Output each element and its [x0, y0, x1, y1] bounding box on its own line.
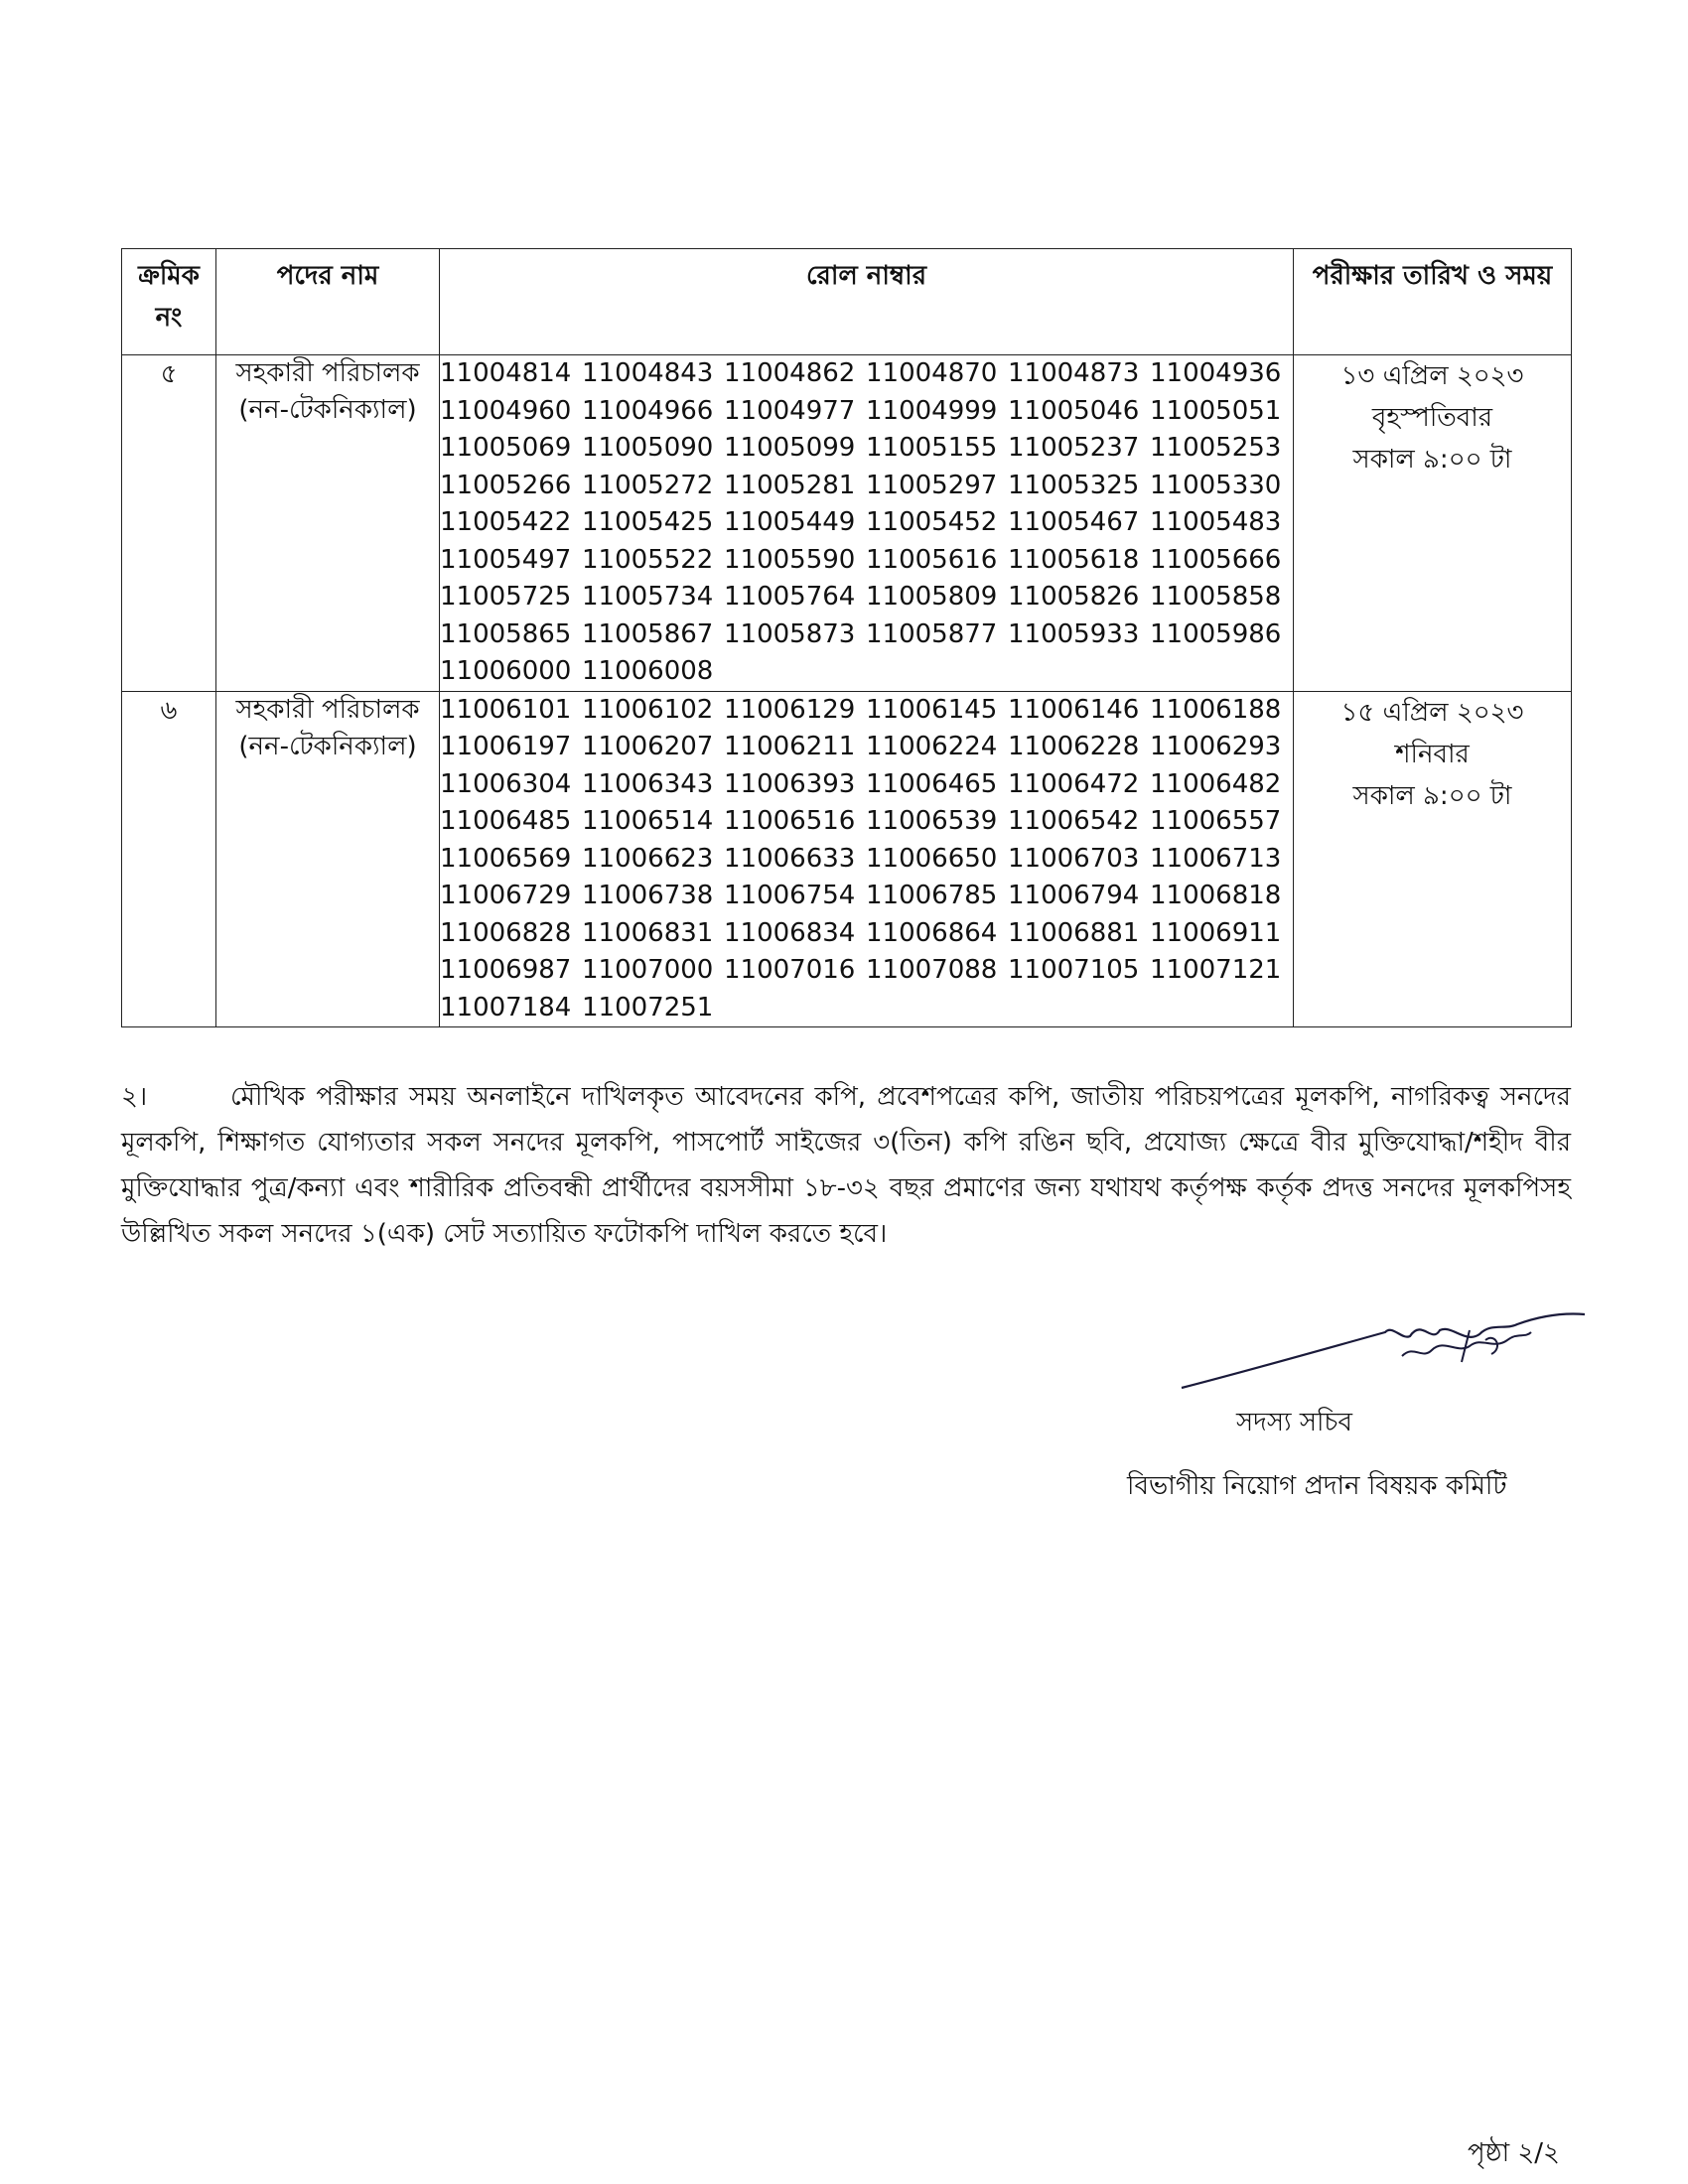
roll-number: 11006188 — [1150, 694, 1282, 725]
roll-number: 11005867 — [582, 618, 714, 649]
roll-number: 11004936 — [1150, 358, 1282, 388]
roll-number: 11005467 — [1008, 507, 1140, 537]
roll-table — [121, 248, 1572, 1027]
roll-number: 11006129 — [724, 694, 856, 725]
roll-number: 11005425 — [582, 507, 714, 537]
roll-number: 11005266 — [440, 470, 572, 500]
table-header-row — [122, 249, 1572, 355]
roll-number: 11006738 — [582, 881, 714, 910]
roll-number: 11005666 — [1150, 544, 1282, 575]
roll-number: 11006834 — [724, 917, 856, 948]
roll-number: 11006465 — [866, 768, 998, 799]
roll-number: 11007121 — [1150, 955, 1282, 985]
roll-number: 11005725 — [440, 582, 572, 612]
roll-number: 11007105 — [1008, 955, 1140, 985]
roll-number: 11006224 — [866, 732, 998, 761]
roll-number: 11007000 — [582, 955, 714, 985]
roll-number-list — [440, 692, 1293, 1027]
roll-number: 11005449 — [724, 507, 856, 537]
roll-number: 11007251 — [582, 992, 714, 1023]
roll-number: 11006818 — [1150, 881, 1282, 910]
roll-number: 11006703 — [1008, 843, 1140, 874]
roll-number: 11004960 — [440, 395, 572, 426]
roll-number: 11004843 — [582, 358, 714, 388]
post-name-line: (নন-টেকনিক্যাল) — [238, 395, 417, 425]
signature-scribble — [1172, 1310, 1589, 1400]
note-number: ২। — [121, 1082, 148, 1112]
schedule-cell — [1294, 691, 1572, 1027]
roll-number: 11005325 — [1008, 470, 1140, 500]
roll-number: 11006393 — [724, 768, 856, 799]
roll-number: 11006008 — [582, 656, 714, 686]
roll-number: 11006623 — [582, 843, 714, 874]
roll-number: 11006881 — [1008, 917, 1140, 948]
table-row — [122, 691, 1572, 1027]
roll-number: 11005826 — [1008, 582, 1140, 612]
roll-number: 11005986 — [1150, 618, 1282, 649]
post-cell — [216, 691, 440, 1027]
roll-number: 11006293 — [1150, 732, 1282, 761]
exam-day: বৃহস্পতিবার — [1371, 403, 1493, 433]
note-text: মৌখিক পরীক্ষার সময় অনলাইনে দাখিলকৃত আবেদনের কপি, প্রবেশপত্রের কপি, জাতীয় পরিচয়পত্রের মূলকপি, নাগরিকত্ব সনদের মূলকপি, শিক্ষাগত যোগ্যতার সকল সনদের মূলকপি, পাসপোর্ট সাইজের ৩(তিন) কপি রঙিন ছবি, প্রযোজ্য ক্ষেত্রে বীর মুক্তিযোদ্ধা/শহীদ বীর মুক্তিযোদ্ধার পুত্র/কন্যা এবং শারীরিক প্রতিবন্ধী প্রার্থীদের বয়সসীমা ১৮-৩২ বছর প্রমাণের জন্য যথাযথ কর্তৃপক্ষ কর্তৃক প্রদত্ত সনদের মূলকপিসহ উল্লিখিত সকল সনদের ১(এক) সেট সত্যায়িত ফটোকপি দাখিল করতে হবে। — [121, 1082, 1571, 1249]
header-serial: ক্রমিক নং — [122, 249, 216, 355]
roll-number: 11004977 — [724, 395, 856, 426]
roll-number: 11006785 — [866, 881, 998, 910]
roll-number: 11006304 — [440, 768, 572, 799]
roll-number: 11005616 — [866, 544, 998, 575]
instruction-note — [121, 1074, 1571, 1257]
roll-number: 11005051 — [1150, 395, 1282, 426]
exam-day: শনিবার — [1395, 739, 1470, 769]
roll-number: 11006633 — [724, 843, 856, 874]
signatory-title: সদস্য সচিব — [1236, 1408, 1352, 1437]
roll-number: 11006146 — [1008, 694, 1140, 725]
roll-number: 11006516 — [724, 806, 856, 836]
roll-number: 11005933 — [1008, 618, 1140, 649]
roll-number: 11005422 — [440, 507, 572, 537]
roll-number: 11005873 — [724, 618, 856, 649]
roll-number: 11005858 — [1150, 582, 1282, 612]
table-row — [122, 355, 1572, 692]
roll-number: 11006754 — [724, 881, 856, 910]
post-name-line: সহকারী পরিচালক — [235, 694, 420, 725]
page-number: পৃষ্ঠা ২/২ — [1468, 2138, 1560, 2168]
serial-cell: ৫ — [122, 355, 216, 692]
roll-number: 11007016 — [724, 955, 856, 985]
roll-number: 11005483 — [1150, 507, 1282, 537]
header-schedule: পরীক্ষার তারিখ ও সময় — [1294, 249, 1572, 355]
committee-name: বিভাগীয় নিয়োগ প্রদান বিষয়ক কমিটি — [1127, 1471, 1507, 1501]
roll-number: 11005865 — [440, 618, 572, 649]
roll-number: 11005281 — [724, 470, 856, 500]
exam-time: সকাল ৯:০০ টা — [1352, 445, 1512, 475]
roll-number: 11006987 — [440, 955, 572, 985]
roll-number: 11005734 — [582, 582, 714, 612]
roll-number: 11005099 — [724, 433, 856, 463]
roll-number: 11006729 — [440, 881, 572, 910]
roll-number-list — [440, 355, 1293, 691]
signature — [1172, 1310, 1589, 1400]
roll-number: 11005809 — [866, 582, 998, 612]
roll-number: 11005069 — [440, 433, 572, 463]
exam-time: সকাল ৯:০০ টা — [1352, 780, 1512, 811]
post-name-line: সহকারী পরিচালক — [235, 358, 420, 388]
header-post: পদের নাম — [216, 249, 440, 355]
roll-number: 11006650 — [866, 843, 998, 874]
post-cell — [216, 355, 440, 692]
roll-number: 11006101 — [440, 694, 572, 725]
roll-number: 11006145 — [866, 694, 998, 725]
post-name-line: (নন-টেকনিক্যাল) — [238, 731, 417, 761]
roll-number: 11005090 — [582, 433, 714, 463]
roll-number: 11006569 — [440, 843, 572, 874]
roll-number: 11006539 — [866, 806, 998, 836]
roll-number: 11006831 — [582, 917, 714, 948]
roll-number: 11005046 — [1008, 395, 1140, 426]
roll-number: 11005297 — [866, 470, 998, 500]
roll-number: 11005877 — [866, 618, 998, 649]
roll-number: 11006228 — [1008, 732, 1140, 761]
roll-number: 11006102 — [582, 694, 714, 725]
roll-number: 11005764 — [724, 582, 856, 612]
roll-number: 11004814 — [440, 358, 572, 388]
roll-number: 11007088 — [866, 955, 998, 985]
roll-number: 11005272 — [582, 470, 714, 500]
roll-number: 11006864 — [866, 917, 998, 948]
roll-number: 11006557 — [1150, 806, 1282, 836]
roll-number: 11006794 — [1008, 881, 1140, 910]
roll-number: 11006207 — [582, 732, 714, 761]
roll-number: 11006000 — [440, 656, 572, 686]
roll-number: 11006828 — [440, 917, 572, 948]
serial-cell: ৬ — [122, 691, 216, 1027]
roll-number: 11005237 — [1008, 433, 1140, 463]
roll-number: 11005452 — [866, 507, 998, 537]
roll-number: 11006472 — [1008, 768, 1140, 799]
roll-number: 11005522 — [582, 544, 714, 575]
header-roll: রোল নাম্বার — [440, 249, 1294, 355]
roll-number: 11004873 — [1008, 358, 1140, 388]
roll-numbers-cell — [440, 691, 1294, 1027]
roll-number: 11004870 — [866, 358, 998, 388]
roll-number: 11006911 — [1150, 917, 1282, 948]
roll-number: 11006343 — [582, 768, 714, 799]
roll-number: 11004999 — [866, 395, 998, 426]
roll-number: 11004862 — [724, 358, 856, 388]
roll-number: 11005497 — [440, 544, 572, 575]
roll-number: 11006211 — [724, 732, 856, 761]
roll-number: 11006482 — [1150, 768, 1282, 799]
roll-number: 11005155 — [866, 433, 998, 463]
roll-number: 11005330 — [1150, 470, 1282, 500]
schedule-cell — [1294, 355, 1572, 692]
roll-number: 11006485 — [440, 806, 572, 836]
roll-number: 11006713 — [1150, 843, 1282, 874]
roll-number: 11006514 — [582, 806, 714, 836]
roll-number: 11005253 — [1150, 433, 1282, 463]
exam-date: ১৫ এপ্রিল ২০২৩ — [1340, 697, 1524, 728]
roll-number: 11004966 — [582, 395, 714, 426]
roll-number: 11005590 — [724, 544, 856, 575]
exam-date: ১৩ এপ্রিল ২০২৩ — [1340, 361, 1524, 391]
roll-number: 11005618 — [1008, 544, 1140, 575]
roll-number: 11006197 — [440, 732, 572, 761]
roll-numbers-cell — [440, 355, 1294, 692]
roll-number: 11006542 — [1008, 806, 1140, 836]
roll-number: 11007184 — [440, 992, 572, 1023]
